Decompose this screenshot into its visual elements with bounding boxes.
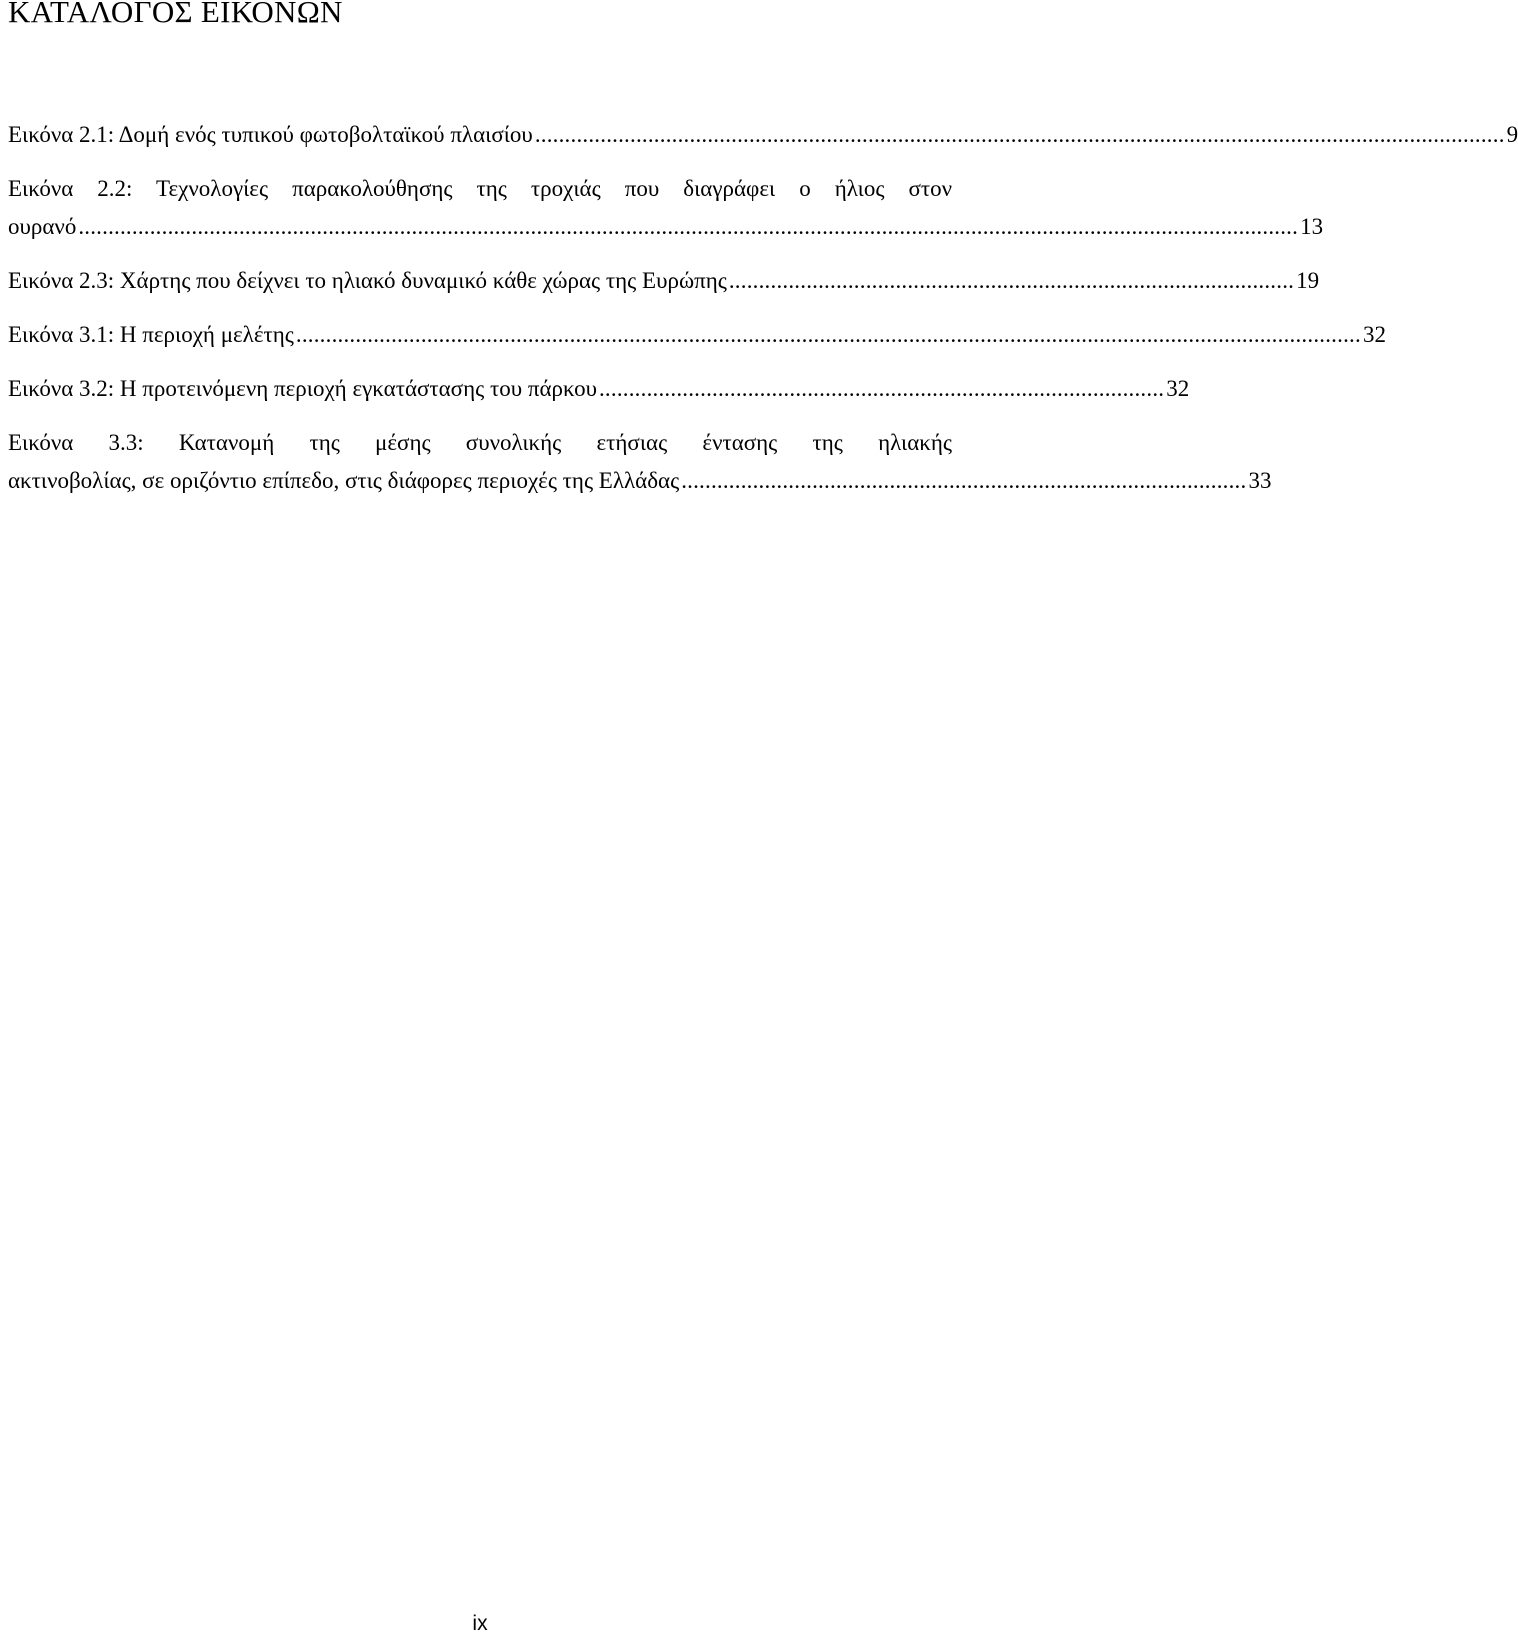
toc-entry-line [8, 208, 1324, 246]
toc-entry-2-1[interactable] [8, 116, 1518, 154]
toc-entry-line [8, 262, 1320, 300]
toc-entry-3-2[interactable] [8, 370, 1190, 408]
toc-entry-label: ουρανό [8, 214, 77, 239]
toc-page-number: 13 [1300, 214, 1324, 239]
toc-page-number: 33 [1248, 468, 1272, 493]
toc-entry-3-3[interactable] [8, 424, 1272, 500]
dot-leader: ............................................................................................................................................................................................................. [78, 214, 1299, 239]
toc-page-number: 32 [1362, 322, 1386, 347]
toc-page-number: 9 [1506, 122, 1518, 147]
dot-leader: ............................................................................................... [598, 376, 1165, 401]
toc-entry-label: ακτινοβολίας, σε οριζόντιο επίπεδο, στις διάφορες περιοχές της Ελλάδας [8, 468, 680, 493]
list-of-figures [8, 116, 1518, 516]
dot-leader: ................................................................................................................................................................................... [295, 322, 1361, 347]
toc-entry-line [8, 462, 1272, 500]
toc-entry-label: Εικόνα 2.3: Χάρτης που δείχνει το ηλιακό δυναμικό κάθε χώρας της Ευρώπης [8, 268, 727, 293]
toc-entry-3-1[interactable] [8, 316, 1386, 354]
toc-entry-2-2[interactable] [8, 170, 1324, 246]
toc-page-number: 32 [1166, 376, 1190, 401]
dot-leader: ................................................................................................................................................................... [534, 122, 1505, 147]
toc-entry-line [8, 316, 1386, 354]
toc-entry-label: Εικόνα 2.1: Δομή ενός τυπικού φωτοβολταϊκού πλαισίου [8, 122, 533, 147]
toc-entry-line [8, 116, 1518, 154]
dot-leader: ............................................................................................... [681, 468, 1247, 493]
toc-entry-line [8, 370, 1190, 408]
dot-leader: ............................................................................................... [728, 268, 1295, 293]
toc-entry-label-line1: Εικόνα 2.2: Τεχνολογίες παρακολούθησης της τροχιάς που διαγράφει ο ήλιος στον [8, 176, 952, 201]
page-title: ΚΑΤΑΛΟΓΟΣ ΕΙΚΟΝΩΝ [8, 0, 343, 29]
toc-entry-2-3[interactable] [8, 262, 1320, 300]
page-number: ix [472, 1612, 488, 1635]
toc-page-number: 19 [1296, 268, 1320, 293]
toc-entry-label: Εικόνα 3.1: Η περιοχή μελέτης [8, 322, 294, 347]
toc-entry-label: Εικόνα 3.2: Η προτεινόμενη περιοχή εγκατάστασης του πάρκου [8, 376, 597, 401]
toc-entry-label-line1: Εικόνα 3.3: Κατανομή της μέσης συνολικής ετήσιας έντασης της ηλιακής [8, 430, 952, 455]
